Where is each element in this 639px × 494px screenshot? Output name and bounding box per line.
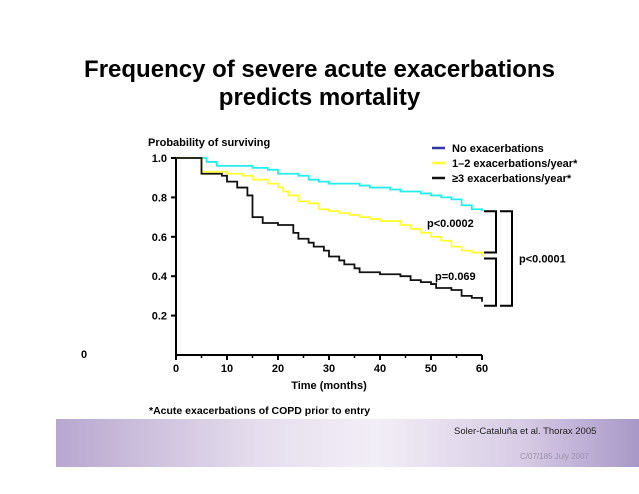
title-line-1: Frequency of severe acute exacerbations: [84, 56, 555, 83]
p-value-1: p<0.0002: [427, 217, 474, 230]
p-value-3: p<0.0001: [519, 253, 566, 266]
series-line-2: [176, 158, 482, 257]
x-tick-label: 40: [373, 363, 387, 375]
y-tick-label: 1.0: [151, 153, 167, 165]
p-value-2: p=0.069: [435, 271, 476, 284]
legend-label-3: ≥3 exacerbations/year*: [452, 173, 572, 185]
x-tick-label: 20: [271, 363, 285, 375]
footnote-line-1: *Acute exacerbations of COPD prior to entry: [149, 405, 371, 417]
x-tick-label: 50: [424, 363, 438, 375]
x-tick-label: 0: [172, 363, 180, 375]
series-line-1: [176, 158, 482, 211]
bracket-1: [484, 211, 496, 252]
legend-label-1: No exacerbations: [452, 143, 544, 155]
x-tick-label: 30: [322, 363, 336, 375]
x-tick-label: 10: [220, 363, 234, 375]
bracket-2: [484, 258, 496, 305]
citation: Soler-Cataluña et al. Thorax 2005: [454, 426, 597, 437]
slide-code: C/07/185 July 2007: [520, 452, 589, 461]
bracket-3: [500, 211, 512, 306]
y-tick-label: 0.4: [151, 271, 167, 284]
y-axis-label: Probability of surviving: [148, 137, 271, 149]
legend-label-2: 1–2 exacerbations/year*: [452, 158, 578, 170]
x-axis-label: Time (months): [291, 380, 367, 392]
x-tick-label: 60: [475, 363, 489, 375]
y-tick-label: 0.2: [151, 310, 167, 323]
title-line-2: predicts mortality: [218, 84, 421, 111]
y-tick-label: 0.8: [151, 192, 167, 205]
y-tick-label: 0.6: [151, 231, 167, 244]
y-zero-label: 0: [80, 349, 88, 361]
